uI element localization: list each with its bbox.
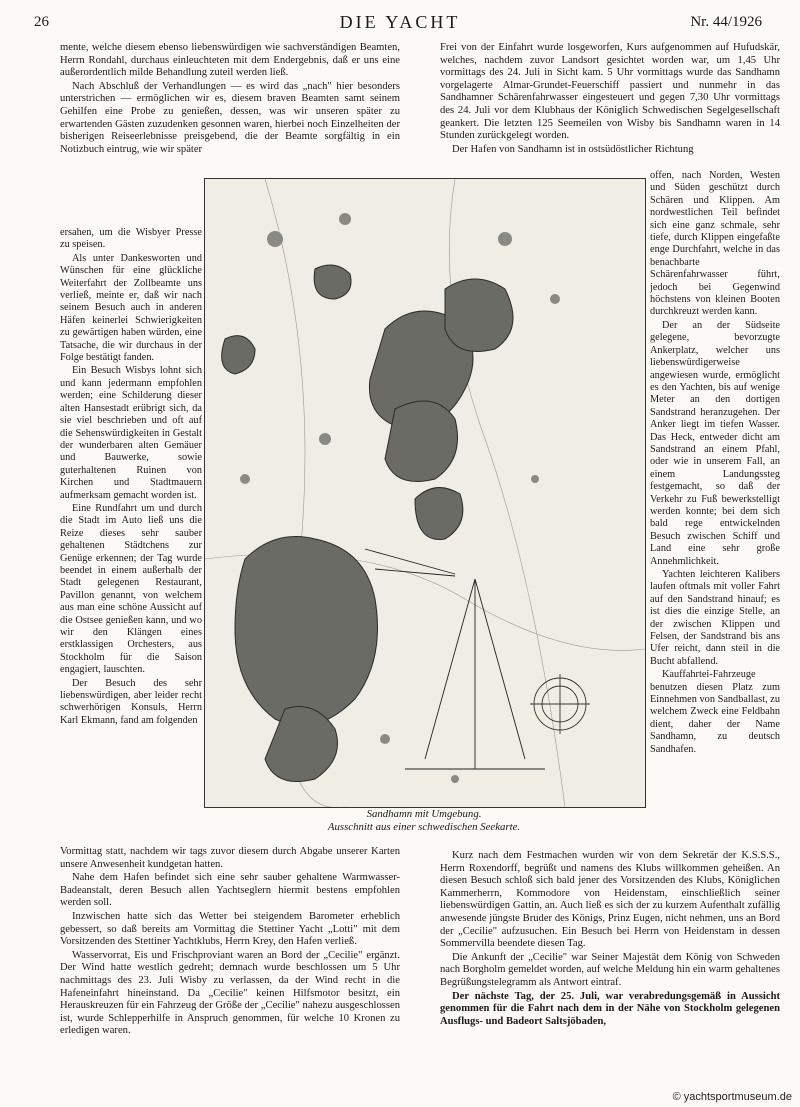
- paragraph: Wasservorrat, Eis und Frischproviant waren an Bord der „Cecilie" ergänzt. Der Wind hatte westlich gedreht; demnach wurde beschlossen um 5 Uhr nachmittags des 23. Juli Wisby zu verlassen, da der Wind recht in die Hafeneinfahrt hineinstand. Da „Cecilie" keinen Hilfsmotor besitzt, ein Herauskreuzen für ein Fahrzeug der Größe der „Cecilie" nahezu ausgeschlossen ist, wurde Schlepperhilfe in Anspruch genommen, für welche 10 Kronen zu erledigen waren.: [60, 949, 400, 1037]
- paragraph: Der Besuch des sehr liebenswürdigen, aber leider recht schwerhörigen Konsuls, Herrn Karl Ekmann, fand am folgenden: [60, 677, 202, 726]
- paragraph: Der Hafen von Sandhamn ist in ostsüdöstlicher Richtung: [452, 143, 694, 155]
- sea-chart-image: [204, 178, 646, 808]
- left-column-bottom-text: [60, 846, 400, 1039]
- paragraph: ersahen, um die Wisbyer Presse zu speisen.: [60, 227, 202, 251]
- paragraph: Eine Rundfahrt um und durch die Stadt im Auto ließ uns die Reize dieses sehr sauber gehaltenen Städtchens zur Genüge erkennen; der Tag wurde beendet in einem außerhalb der Stadt gelegenen Restaurant, Pavillon genannt, von welchem aus man eine schöne Aussicht auf die Ostsee genießen kann, und wo wir den Klängen eines erstklassigen Orchesters, aus Stockholm für die Saison engagiert, lauschten.: [60, 502, 202, 676]
- page-number: 26: [34, 14, 49, 30]
- watermark: © yachtsportmuseum.de: [672, 1091, 792, 1103]
- paragraph: Yachten leichteren Kalibers laufen oftmals mit voller Fahrt auf den Sandstrand hinauf; es ist dies die einzige Stelle, an der zwischen Klippen und Felsen, der Sandstrand bis ans Ufer reicht, dann steil in die Bucht abfallend.: [650, 569, 780, 667]
- caption-line-title: Sandhamn mit Umgebung.: [366, 808, 482, 820]
- left-column-top-text: [60, 42, 400, 157]
- right-column-narrow-text: [650, 170, 780, 757]
- right-column-bottom-text: [440, 850, 780, 1029]
- paragraph: Nahe dem Hafen befindet sich eine sehr sauber gehaltene Warmwasser-Badeanstalt, deren Besuch allen Yachtseglern hiermit bestens empfohlen werden soll.: [60, 872, 400, 909]
- right-column-top-text: [440, 42, 780, 157]
- paragraph: Kurz nach dem Festmachen wurden wir von dem Sekretär der K.S.S.S., Herrn Roxendorff, begrüßt und namens des Klubs willkommen geheißen. An diesen Besuch schloß sich bald jener des Vorsitzenden des Klubs, Königlichen Kammerherrn, Kommodore von Heidenstam, einschließlich seiner liebenswürdigen Gattin, an. Auch ließ es sich der zu kurzem Aufenthalt zufällig anwesende jüngste Bruder des Königs, Prinz Eugen, nicht nehmen, uns an Bord der „Cecilie" aufzusuchen. Ein Besuch bei Herrn von Heidenstam in dessen Sommervilla beendete diesen Tag.: [440, 850, 780, 950]
- paragraph: Kauffahrtei-Fahrzeuge benutzen diesen Platz zum Einnehmen von Sandballast, zu welchem Zweck eine Feldbahn dient, daher der Name Sandhamn, zu deutsch Sandhafen.: [650, 669, 780, 755]
- paragraph: Frei von der Einfahrt wurde losgeworfen, Kurs aufgenommen auf Hufudskär, welches, nachdem zuvor Landsort gesichtet worden war, um 1,45 Uhr vormittags des 24. Juli in Sicht kam. 5 Uhr vormittags wurde das Sandhamn vorgelagerte Almar-Grundet-Feuerschiff passiert und nunmehr in das Sandhamner Schärenfahrwasser eingesteuert und gegen 7,30 Uhr vormittags des 24. Juli vor dem Klubhaus der Königlich Schwedischen Segelgesellschaft geankert. Die letzten 125 Seemeilen von Wisby bis Sandhamn waren in 14 Stunden zurückgelegt worden.: [440, 42, 780, 142]
- paragraph: Als unter Dankesworten und Wünschen für eine glückliche Weiterfahrt der Zollbeamte uns verließ, meinte er, daß wir nach seinem Besuch auch in anderen Häfen keinerlei Schwierigkeiten zu gewärtigen haben würden, eine Tatsache, die wir durchaus in der Folge bestätigt fanden.: [60, 252, 202, 364]
- caption-line-subtitle: Ausschnitt aus einer schwedischen Seekarte.: [327, 820, 521, 833]
- magazine-title: DIE YACHT: [339, 12, 461, 32]
- paragraph: Vormittag statt, nachdem wir tags zuvor diesem durch Abgabe unserer Karten unsere Anwesenheit kundgetan hatten.: [60, 846, 400, 870]
- issue-number: Nr. 44/1926: [690, 14, 762, 30]
- paragraph: Der nächste Tag, der 25. Juli, war verabredungsgemäß in Aussicht genommen für die Fahrt nach dem in der Nähe von Stockholm gelegenen Ausflugs- und Badeort Saltsjöbaden,: [440, 990, 780, 1027]
- paragraph: Inzwischen hatte sich das Wetter bei steigendem Barometer erheblich gebessert, so daß bereits am Vormittag die Stettiner Yacht „Lotti" mit dem Vorsitzenden des Stettiner Yachtklubs, Herrn Krey, den Hafen verließ.: [60, 910, 400, 948]
- paragraph: Nach Abschluß der Verhandlungen — es wird das „nach" hier besonders unterstrichen — ermöglichen wir es, diesem braven Beamten samt seinem Gehilfen eine Probe zu genießen, dessen, was wir unseren später zu erwartenden Gästen zuzudenken gesonnen waren, hierbei noch Einzelheiten der bisherigen Reiseerlebnisse preisgebend, die der Beamte sorgfältig in ein Notizbuch eintrug, wie wir später: [60, 80, 400, 155]
- paragraph: mente, welche diesem ebenso liebenswürdigen wie sachverständigen Beamten, Herrn Rondahl, durchaus einleuchteten mit dem Endergebnis, daß er uns eine außerordentlich milde Behandlung zuteil werden ließ.: [60, 42, 400, 79]
- paragraph: Ein Besuch Wisbys lohnt sich und kann jedermann empfohlen werden; eine Schilderung dieser alten Hansestadt erübrigt sich, da sie viel beschrieben und oft auf die Sehenswürdigkeiten in Gestalt der wunderbaren alten Gemäuer und Bauwerke, sowie guterhaltenen Ruinen von Kirchen und Stadtmauern aufmerksam gemacht worden ist.: [60, 365, 202, 501]
- left-column-narrow-text: [60, 227, 202, 728]
- paragraph: offen, nach Norden, Westen und Süden geschützt durch Schären und Klippen. Am nordwestlichen Teil befindet sich eine ganz schmale, sehr tiefe, durch Klippen eingefaßte enge Durchfahrt, welche in das benachbarte Schärenfahrwasser führt, jedoch bei Gegenwind höchstens von kleinen Booten durchkreuzt werden kann.: [650, 170, 780, 318]
- paragraph: Die Ankunft der „Cecilie" war Seiner Majestät dem König von Schweden nach Borgholm gemeldet worden, auf welche Meldung hin ein warm gehaltenes Begrüßungstelegramm als Antwort eintraf.: [440, 951, 780, 988]
- paragraph: Der an der Südseite gelegene, bevorzugte Ankerplatz, welcher uns liebenswürdigerweise angewiesen wurde, ermöglicht es den Yachten, bis auf wenige Meter an den dortigen Sandstrand heranzugehen. Der Anker liegt im tiefen Wasser. Das Heck, entweder dicht am Sandstrand an einem Pfahl, oder wie in unserem Fall, an einem Landungssteg festgemacht, so daß der Verkehr zu Fuß bewerkstelligt werden konnte; bei dem sich bald rege entwickelnden Besuch zwischen Schiff und Land eine sehr große Annehmlichkeit.: [650, 319, 780, 567]
- map-caption: [204, 808, 644, 833]
- sea-chart-drawing: [205, 179, 645, 807]
